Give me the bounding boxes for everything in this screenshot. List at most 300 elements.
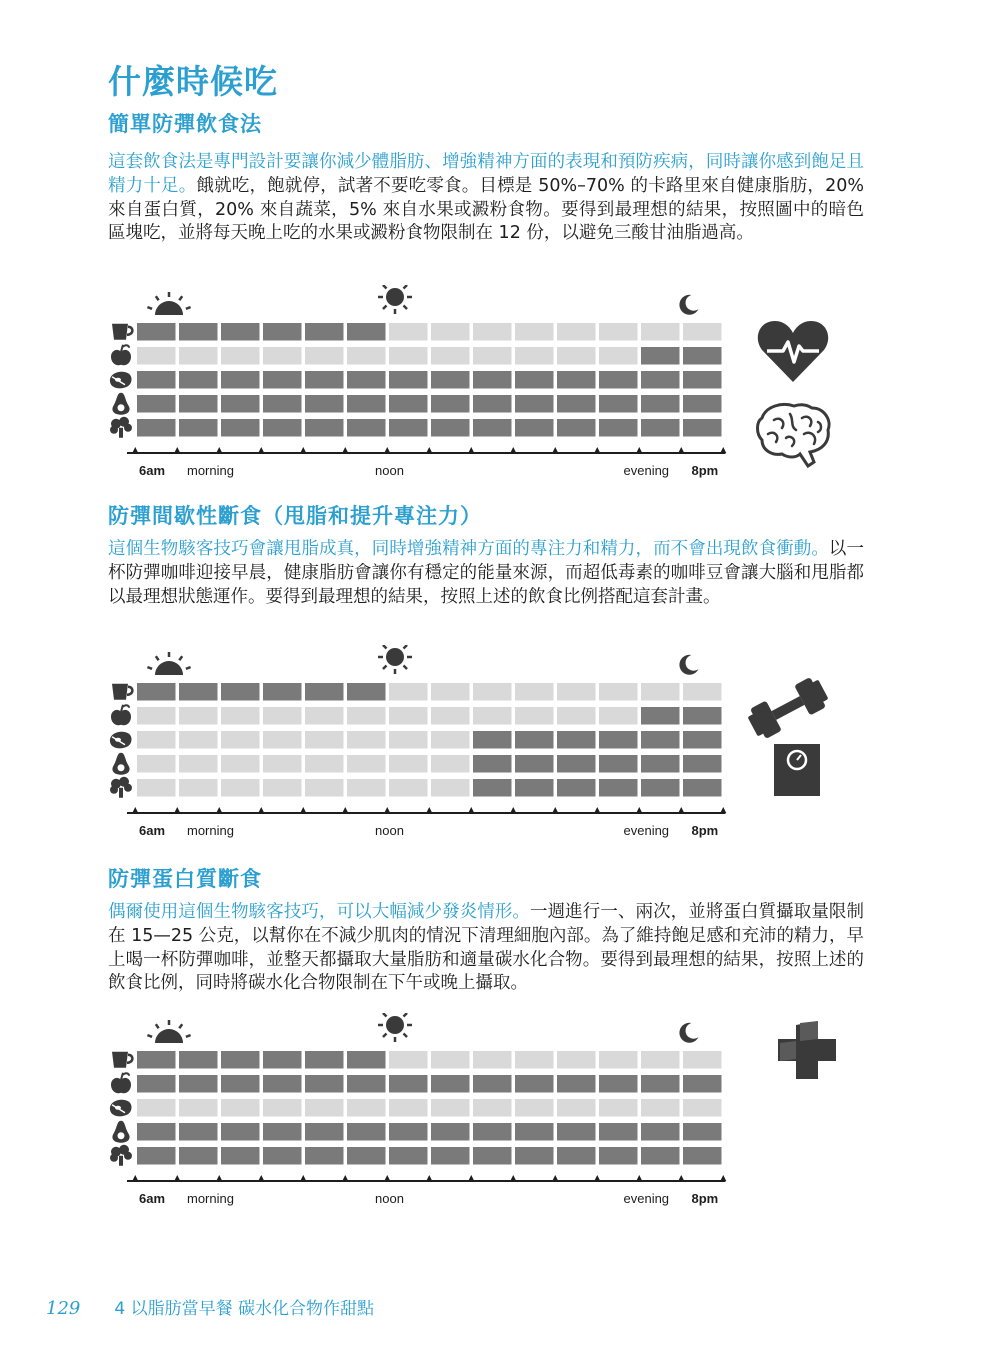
grid-cell: [431, 1051, 470, 1069]
time-label-end: 8pm: [691, 1191, 719, 1206]
grid-cell: [683, 707, 722, 725]
grid-cell: [641, 779, 680, 797]
sunrise-icon: [147, 1020, 190, 1043]
grid-cell: [305, 755, 344, 773]
grid-cell: [683, 347, 722, 365]
apple-icon: [111, 345, 131, 366]
grid-cell: [557, 371, 596, 389]
axis-tick: [258, 1175, 264, 1181]
axis-tick: [594, 807, 600, 813]
dumbbell-icon: [746, 677, 830, 739]
grid-cell: [221, 683, 260, 701]
grid-cell: [473, 395, 512, 413]
grid-cell: [473, 1147, 512, 1165]
time-label-end: 8pm: [691, 463, 719, 478]
axis-tick: [174, 1175, 180, 1181]
grid-cell: [683, 395, 722, 413]
grid-cell: [557, 779, 596, 797]
grid-cell: [221, 1051, 260, 1069]
axis-tick: [132, 1175, 138, 1181]
grid-cell: [137, 323, 176, 341]
grid-cell: [179, 395, 218, 413]
grid-cell: [641, 1075, 680, 1093]
grid-cell: [305, 347, 344, 365]
broccoli-icon: [110, 1145, 132, 1166]
page-title: 什麼時候吃: [108, 62, 278, 101]
coffee-cup-icon: [112, 324, 132, 340]
grid-cell: [305, 419, 344, 437]
steak-icon: [110, 1100, 132, 1117]
section-heading: 簡單防彈飲食法: [108, 112, 262, 136]
grid-cell: [683, 1147, 722, 1165]
axis-tick: [426, 807, 432, 813]
grid-cell: [641, 683, 680, 701]
grid-cell: [347, 1123, 386, 1141]
grid-cell: [221, 347, 260, 365]
grid-cell: [389, 779, 428, 797]
grid-cell: [431, 755, 470, 773]
grid-cell: [263, 707, 302, 725]
grid-cell: [557, 395, 596, 413]
grid-cell: [389, 755, 428, 773]
grid-cell: [515, 323, 554, 341]
grid-cell: [599, 323, 638, 341]
grid-cell: [431, 1123, 470, 1141]
grid-cell: [599, 1051, 638, 1069]
section-paragraph: [108, 538, 864, 609]
grid-cell: [179, 707, 218, 725]
axis-tick: [510, 807, 516, 813]
grid-cell: [179, 683, 218, 701]
meal-timing-chart: [105, 285, 845, 485]
grid-cell: [179, 323, 218, 341]
grid-cell: [179, 755, 218, 773]
grid-cell: [557, 323, 596, 341]
grid-cell: [683, 755, 722, 773]
grid-cell: [515, 1147, 554, 1165]
grid-cell: [179, 1123, 218, 1141]
axis-tick: [342, 807, 348, 813]
axis-tick: [720, 1175, 726, 1181]
chapter-title: 4 以脂肪當早餐 碳水化合物作甜點: [114, 1299, 374, 1319]
grid-cell: [473, 1123, 512, 1141]
grid-cell: [683, 731, 722, 749]
grid-cell: [473, 1051, 512, 1069]
grid-cell: [641, 731, 680, 749]
coffee-cup-icon: [112, 684, 132, 700]
section-heading: 防彈間歇性斷食（甩脂和提升專注力）: [108, 504, 482, 528]
grid-cell: [263, 395, 302, 413]
axis-tick: [636, 447, 642, 453]
grid-cell: [641, 1123, 680, 1141]
time-label-noon: noon: [375, 463, 404, 478]
axis-tick: [384, 807, 390, 813]
grid-cell: [347, 1051, 386, 1069]
grid-cell: [599, 1075, 638, 1093]
grid-cell: [641, 371, 680, 389]
grid-cell: [473, 755, 512, 773]
grid-cell: [599, 395, 638, 413]
time-label-start: 6am: [139, 823, 166, 838]
grid-cell: [599, 1123, 638, 1141]
scale-icon: [774, 744, 820, 796]
axis-tick: [510, 1175, 516, 1181]
axis-tick: [720, 807, 726, 813]
grid-cell: [179, 779, 218, 797]
grid-cell: [179, 1051, 218, 1069]
grid-cell: [179, 1099, 218, 1117]
grid-cell: [347, 1075, 386, 1093]
grid-cell: [473, 419, 512, 437]
section-paragraph: [108, 901, 864, 996]
sun-icon: [378, 645, 412, 674]
moon-icon: [679, 655, 698, 675]
grid-cell: [683, 1099, 722, 1117]
axis-tick: [636, 807, 642, 813]
grid-cell: [389, 1075, 428, 1093]
time-label-start: 6am: [139, 1191, 166, 1206]
grid-cell: [641, 323, 680, 341]
time-label-end: 8pm: [691, 823, 719, 838]
grid-cell: [431, 1099, 470, 1117]
avocado-icon: [112, 753, 129, 775]
grid-cell: [641, 1051, 680, 1069]
grid-cell: [305, 1051, 344, 1069]
grid-cell: [515, 1075, 554, 1093]
grid-cell: [347, 371, 386, 389]
grid-cell: [389, 1147, 428, 1165]
grid-cell: [305, 1123, 344, 1141]
section-paragraph: [108, 151, 864, 246]
grid-cell: [515, 395, 554, 413]
grid-cell: [263, 1075, 302, 1093]
sun-icon: [378, 1013, 412, 1042]
grid-cell: [431, 683, 470, 701]
grid-cell: [515, 419, 554, 437]
paragraph-highlight: 這個生物駭客技巧會讓甩脂成真，同時增強精神方面的專注力和精力，而不會出現飲食衝動。: [108, 539, 829, 559]
grid-cell: [305, 779, 344, 797]
grid-cell: [263, 683, 302, 701]
grid-cell: [347, 731, 386, 749]
time-label-noon: noon: [375, 1191, 404, 1206]
grid-cell: [389, 707, 428, 725]
grid-cell: [431, 1075, 470, 1093]
grid-cell: [557, 731, 596, 749]
grid-cell: [221, 731, 260, 749]
grid-cell: [389, 371, 428, 389]
grid-cell: [137, 755, 176, 773]
grid-cell: [263, 1051, 302, 1069]
grid-cell: [431, 419, 470, 437]
grid-cell: [683, 1123, 722, 1141]
grid-cell: [557, 347, 596, 365]
axis-tick: [342, 1175, 348, 1181]
paragraph-body: 以一杯防彈咖啡迎接早晨，健康脂肪會讓你有穩定的能量來源，而超低毒素的咖啡豆會讓大腦和甩脂都以最理想狀態運作。要得到最理想的結果，按照上述的飲食比例搭配這套計畫。: [108, 539, 865, 607]
grid-cell: [221, 1099, 260, 1117]
grid-cell: [305, 1075, 344, 1093]
grid-cell: [347, 1147, 386, 1165]
grid-cell: [137, 371, 176, 389]
time-label-evening: evening: [623, 823, 670, 838]
grid-cell: [473, 731, 512, 749]
meal-timing-chart: [105, 645, 845, 845]
grid-cell: [389, 1123, 428, 1141]
sunrise-icon: [147, 652, 190, 675]
grid-cell: [263, 1099, 302, 1117]
grid-cell: [305, 395, 344, 413]
steak-icon: [110, 372, 132, 389]
grid-cell: [641, 347, 680, 365]
grid-cell: [137, 1075, 176, 1093]
grid-cell: [347, 683, 386, 701]
grid-cell: [221, 1075, 260, 1093]
grid-cell: [347, 779, 386, 797]
grid-cell: [221, 1123, 260, 1141]
axis-tick: [216, 1175, 222, 1181]
grid-cell: [557, 1075, 596, 1093]
grid-cell: [599, 683, 638, 701]
grid-cell: [557, 1147, 596, 1165]
grid-cell: [305, 323, 344, 341]
grid-cell: [221, 779, 260, 797]
grid-cell: [515, 1099, 554, 1117]
grid-cell: [557, 419, 596, 437]
grid-cell: [431, 779, 470, 797]
grid-cell: [557, 683, 596, 701]
grid-cell: [347, 755, 386, 773]
grid-cell: [515, 1051, 554, 1069]
paragraph-highlight: 偶爾使用這個生物駭客技巧，可以大幅減少發炎情形。: [108, 902, 530, 922]
axis-tick: [678, 1175, 684, 1181]
grid-cell: [221, 371, 260, 389]
axis-tick: [720, 447, 726, 453]
coffee-cup-icon: [112, 1052, 132, 1068]
grid-cell: [137, 1123, 176, 1141]
grid-cell: [683, 683, 722, 701]
steak-icon: [110, 732, 132, 749]
axis-tick: [552, 447, 558, 453]
grid-cell: [683, 1075, 722, 1093]
grid-cell: [347, 323, 386, 341]
grid-cell: [683, 419, 722, 437]
apple-icon: [111, 705, 131, 726]
grid-cell: [641, 395, 680, 413]
grid-cell: [137, 1099, 176, 1117]
axis-tick: [216, 807, 222, 813]
grid-cell: [599, 707, 638, 725]
axis-tick: [594, 447, 600, 453]
grid-cell: [599, 779, 638, 797]
grid-cell: [557, 707, 596, 725]
grid-cell: [137, 683, 176, 701]
grid-cell: [515, 371, 554, 389]
axis-tick: [426, 447, 432, 453]
axis-tick: [678, 807, 684, 813]
sunrise-icon: [147, 292, 190, 315]
brain-icon: [754, 400, 834, 470]
axis-tick: [174, 807, 180, 813]
grid-cell: [473, 347, 512, 365]
grid-cell: [599, 347, 638, 365]
grid-cell: [221, 419, 260, 437]
grid-cell: [473, 779, 512, 797]
grid-cell: [263, 755, 302, 773]
apple-icon: [111, 1073, 131, 1094]
grid-cell: [473, 323, 512, 341]
axis-tick: [258, 447, 264, 453]
grid-cell: [179, 1147, 218, 1165]
time-label-evening: evening: [623, 1191, 670, 1206]
grid-cell: [347, 707, 386, 725]
grid-cell: [137, 779, 176, 797]
grid-cell: [599, 1099, 638, 1117]
axis-tick: [300, 1175, 306, 1181]
grid-cell: [641, 1147, 680, 1165]
grid-cell: [515, 683, 554, 701]
grid-cell: [641, 707, 680, 725]
grid-cell: [641, 1099, 680, 1117]
grid-cell: [263, 323, 302, 341]
broccoli-icon: [110, 777, 132, 798]
grid-cell: [515, 779, 554, 797]
grid-cell: [683, 1051, 722, 1069]
grid-cell: [389, 731, 428, 749]
grid-cell: [137, 347, 176, 365]
section-heading: 防彈蛋白質斷食: [108, 867, 262, 891]
axis-tick: [510, 447, 516, 453]
grid-cell: [641, 419, 680, 437]
heart-rate-icon: [757, 318, 829, 384]
grid-cell: [137, 707, 176, 725]
grid-cell: [473, 683, 512, 701]
grid-cell: [221, 707, 260, 725]
axis-tick: [300, 807, 306, 813]
broccoli-icon: [110, 417, 132, 438]
grid-cell: [641, 755, 680, 773]
axis-tick: [132, 447, 138, 453]
grid-cell: [515, 347, 554, 365]
axis-tick: [636, 1175, 642, 1181]
axis-tick: [258, 807, 264, 813]
grid-cell: [347, 1099, 386, 1117]
grid-cell: [515, 731, 554, 749]
avocado-icon: [112, 393, 129, 415]
grid-cell: [389, 683, 428, 701]
page-footer: [46, 1294, 374, 1319]
time-label-morning: morning: [187, 1191, 234, 1206]
grid-cell: [683, 779, 722, 797]
grid-cell: [137, 419, 176, 437]
grid-cell: [221, 395, 260, 413]
grid-cell: [515, 755, 554, 773]
axis-tick: [678, 447, 684, 453]
grid-cell: [305, 731, 344, 749]
grid-cell: [431, 707, 470, 725]
grid-cell: [263, 779, 302, 797]
sun-icon: [378, 285, 412, 314]
grid-cell: [263, 419, 302, 437]
grid-cell: [263, 371, 302, 389]
grid-cell: [305, 371, 344, 389]
grid-cell: [263, 1147, 302, 1165]
grid-cell: [431, 371, 470, 389]
axis-tick: [174, 447, 180, 453]
grid-cell: [179, 371, 218, 389]
grid-cell: [263, 1123, 302, 1141]
axis-tick: [216, 447, 222, 453]
grid-cell: [221, 755, 260, 773]
meal-timing-chart: [105, 1013, 845, 1218]
grid-cell: [347, 347, 386, 365]
grid-cell: [431, 347, 470, 365]
grid-cell: [431, 1147, 470, 1165]
grid-cell: [683, 371, 722, 389]
axis-tick: [552, 1175, 558, 1181]
grid-cell: [263, 731, 302, 749]
avocado-icon: [112, 1121, 129, 1143]
grid-cell: [305, 707, 344, 725]
grid-cell: [599, 371, 638, 389]
axis-tick: [384, 447, 390, 453]
grid-cell: [599, 731, 638, 749]
grid-cell: [347, 419, 386, 437]
grid-cell: [431, 731, 470, 749]
time-label-morning: morning: [187, 823, 234, 838]
grid-cell: [137, 1051, 176, 1069]
axis-tick: [552, 807, 558, 813]
grid-cell: [179, 1075, 218, 1093]
grid-cell: [473, 371, 512, 389]
axis-tick: [342, 447, 348, 453]
axis-tick: [384, 1175, 390, 1181]
grid-cell: [389, 419, 428, 437]
grid-cell: [515, 707, 554, 725]
grid-cell: [515, 1123, 554, 1141]
grid-cell: [389, 347, 428, 365]
grid-cell: [305, 1147, 344, 1165]
grid-cell: [347, 395, 386, 413]
grid-cell: [431, 395, 470, 413]
paragraph-body: 一週進行一、兩次，並將蛋白質攝取量限制在 15—25 公克，以幫你在不減少肌肉的情況下清理細胞內部。為了維持飽足感和充沛的精力，早上喝一杯防彈咖啡，並整天都攝取大量脂肪和適量碳水化合物。要得到最理想的結果，按照上述的飲食比例，同時將碳水化合物限制在下午或晚上攝取。: [108, 902, 864, 994]
moon-icon: [679, 1023, 698, 1043]
grid-cell: [557, 1099, 596, 1117]
axis-tick: [426, 1175, 432, 1181]
axis-tick: [300, 447, 306, 453]
page-number: 129: [46, 1298, 81, 1319]
grid-cell: [179, 731, 218, 749]
grid-cell: [473, 1075, 512, 1093]
grid-cell: [305, 1099, 344, 1117]
paragraph-highlight: 這套飲食法是專門設計要讓你減少體脂肪、增強精神方面的表現和預防疾病，同時讓你感到飽足且精力十足。: [108, 152, 864, 196]
grid-cell: [137, 1147, 176, 1165]
grid-cell: [263, 347, 302, 365]
axis-tick: [468, 807, 474, 813]
paragraph-body: 餓就吃，飽就停，試著不要吃零食。目標是 50%–70% 的卡路里來自健康脂肪，20% 來自蛋白質，20% 來自蔬菜，5% 來自水果或澱粉食物。要得到最理想的結果，按照圖中的暗色區塊吃，並將每天晚上吃的水果或澱粉食物限制在 12 份，以避免三酸甘油脂過高。: [108, 175, 864, 244]
grid-cell: [389, 395, 428, 413]
time-label-morning: morning: [187, 463, 234, 478]
moon-icon: [679, 295, 698, 315]
grid-cell: [221, 1147, 260, 1165]
grid-cell: [599, 419, 638, 437]
axis-tick: [468, 447, 474, 453]
grid-cell: [389, 1099, 428, 1117]
grid-cell: [599, 1147, 638, 1165]
grid-cell: [557, 755, 596, 773]
axis-tick: [132, 807, 138, 813]
axis-tick: [468, 1175, 474, 1181]
time-label-start: 6am: [139, 463, 166, 478]
grid-cell: [473, 1099, 512, 1117]
